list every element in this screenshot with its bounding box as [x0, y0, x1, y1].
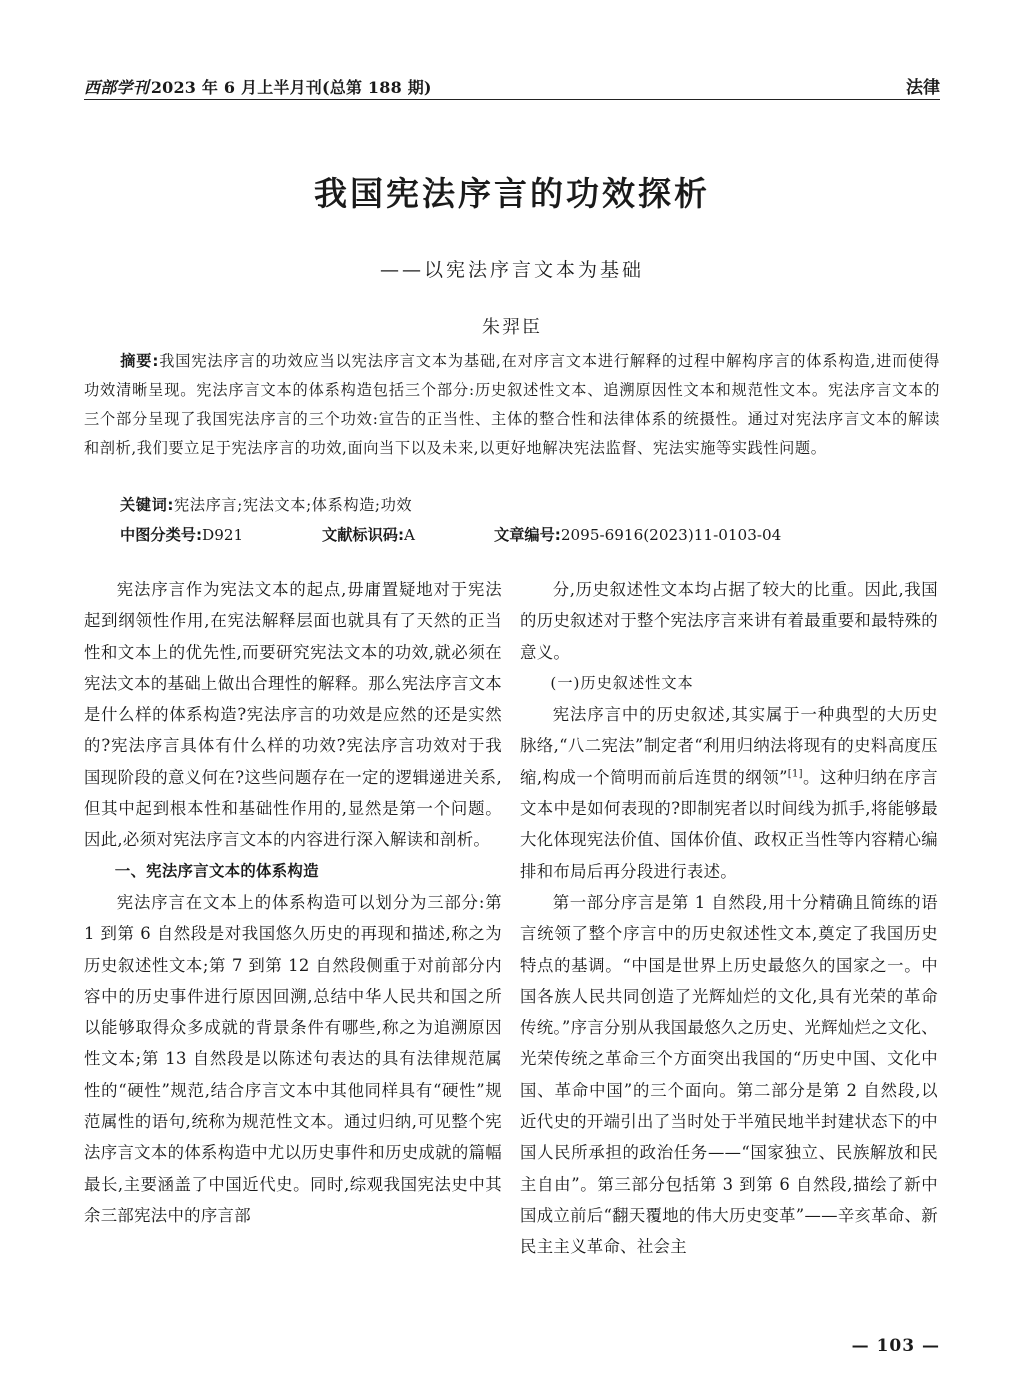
- article-number: [494, 524, 781, 545]
- doc-code-value: A: [404, 526, 415, 544]
- clc-number: [120, 524, 322, 545]
- citation-ref[interactable]: [1]: [787, 768, 803, 780]
- paragraph: 第一部分序言是第 1 自然段,用十分精确且简练的语言统领了整个序言中的历史叙述性文本,奠定了我国历史特点的基调。“中国是世界上历史最悠久的国家之一。中国各族人民共同创造了光辉灿烂的文化,具有光荣的革命传统。”序言分别从我国最悠久之历史、光辉灿烂之文化、光荣传统之革命三个方面突出我国的“历史中国、文化中国、革命中国”的三个面向。第二部分是第 2 自然段,以近代史的开端引出了当时处于半殖民地半封建状态下的中国人民所承担的政治任务——“国家独立、民族解放和民主自由”。第三部分包括第 3 到第 6 自然段,描绘了新中国成立前后“翻天覆地的伟大历史变革”——辛亥革命、新民主主义革命、社会主: [520, 892, 938, 1257]
- header-journal-info: [84, 75, 432, 98]
- issue-info: 2023 年 6 月上半月刊(总第 188 期): [150, 78, 432, 97]
- paragraph: [520, 699, 938, 887]
- body-column-left: [84, 574, 502, 1231]
- article-author: 朱羿臣: [482, 317, 542, 338]
- article-title: 我国宪法序言的功效探析: [314, 174, 710, 213]
- paragraph-text: 。这种归纳在序言文本中是如何表现的?即制宪者以时间线为抓手,将能够最大化体现宪法价值、国体价值、政权正当性等内容精心编排和布局后再分段进行表述。: [520, 767, 938, 881]
- clc-label: 中图分类号:: [120, 526, 203, 544]
- running-header: [84, 72, 940, 98]
- body-column-right: [520, 574, 938, 1263]
- abstract-text: 我国宪法序言的功效应当以宪法序言文本为基础,在对序言文本进行解释的过程中解构序言的体系构造,进而使得功效清晰呈现。宪法序言文本的体系构造包括三个部分:历史叙述性文本、追溯原因性文本和规范性文本。宪法序言文本的三个部分呈现了我国宪法序言的三个功效:宣告的正当性、主体的整合性和法律体系的统摄性。通过对宪法序言文本的解读和剖析,我们要立足于宪法序言的功效,面向当下以及未来,以更好地解决宪法监督、宪法实施等实践性问题。: [84, 352, 941, 457]
- document-code: [322, 524, 494, 545]
- article-subtitle: ——以宪法序言文本为基础: [379, 259, 644, 281]
- section-heading: 一、宪法序言文本的体系构造: [114, 861, 319, 880]
- paragraph-text: 宪法序言中的历史叙述,其实属于一种典型的大历史脉络,“八二宪法”制定者“利用归纳法将现有的史料高度压缩,构成一个简明而前后连贯的纲领”: [520, 705, 938, 787]
- article-no-value: 2095-6916(2023)11-0103-04: [560, 526, 782, 544]
- section-name: 法律: [906, 78, 940, 98]
- clc-value: D921: [202, 526, 244, 544]
- article-no-label: 文章编号:: [494, 526, 561, 544]
- paragraph: 宪法序言在文本上的体系构造可以划分为三部分:第 1 到第 6 自然段是对我国悠久历史的再现和描述,称之为历史叙述性文本;第 7 到第 12 自然段侧重于对前部分内容中的历史事件进行原因回溯,总结中华人民共和国之所以能够取得众多成就的背景条件有哪些,称之为追溯原因性文本;第 13 自然段是以陈述句表达的具有法律规范属性的“硬性”规范,结合序言文本中其他同样具有“硬性”规范属性的语句,统称为规范性文本。通过归纳,可见整个宪法序言文本的体系构造中尤以历史事件和历史成就的篇幅最长,主要涵盖了中国近代史。同时,综观我国宪法史中其余三部宪法中的序言部: [84, 892, 502, 1225]
- journal-logo: 西部学刊: [84, 78, 149, 97]
- classification-row: [120, 524, 940, 545]
- keywords: [120, 494, 412, 515]
- page-number: — 103 —: [851, 1336, 940, 1356]
- paragraph: 分,历史叙述性文本均占据了较大的比重。因此,我国的历史叙述对于整个宪法序言来讲有着最重要和最特殊的意义。: [520, 580, 938, 662]
- header-rule: [84, 99, 940, 100]
- keywords-text: 宪法序言;宪法文本;体系构造;功效: [174, 496, 413, 514]
- abstract-label: 摘要:: [120, 352, 159, 370]
- abstract: [84, 347, 940, 463]
- paragraph: 宪法序言作为宪法文本的起点,毋庸置疑地对于宪法起到纲领性作用,在宪法解释层面也就具有了天然的正当性和文本上的优先性,而要研究宪法文本的功效,就必须在宪法文本的基础上做出合理性的解释。那么宪法序言文本是什么样的体系构造?宪法序言的功效是应然的还是实然的?宪法序言具体有什么样的功效?宪法序言功效对于我国现阶段的意义何在?这些问题存在一定的逻辑递进关系,但其中起到根本性和基础性作用的,显然是第一个问题。因此,必须对宪法序言文本的内容进行深入解读和剖析。: [84, 580, 502, 850]
- doc-code-label: 文献标识码:: [322, 526, 405, 544]
- subsection-heading: (一)历史叙述性文本: [550, 673, 694, 692]
- keywords-label: 关键词:: [120, 496, 175, 514]
